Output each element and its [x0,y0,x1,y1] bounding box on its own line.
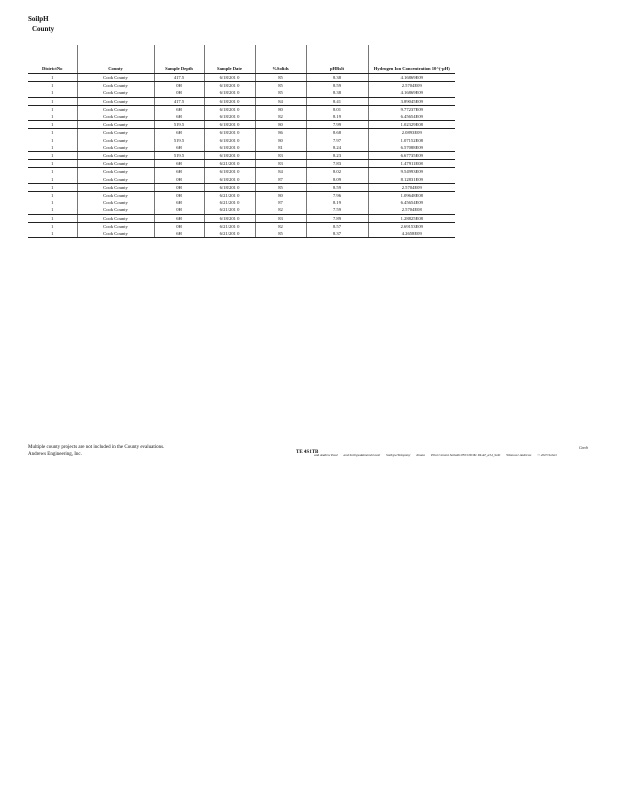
table-cell: 6/18/201 0 [204,137,255,144]
table-row [28,152,455,160]
table-cell: 8.24 [306,144,368,152]
table-cell: 6H [154,160,204,168]
table-cell: 1 [28,183,77,191]
table-cell: 4.16869E09 [368,89,455,97]
table-cell: 1 [28,176,77,184]
table-cell: 0H [154,222,204,230]
footer-notes [28,444,164,458]
report-subtitle: County [32,25,55,33]
table-cell: 6/21/201 0 [204,160,255,168]
table-row [28,176,455,184]
table-cell: 2.69153E09 [368,222,455,230]
table-cell: 83 [255,152,306,160]
table-row [28,129,455,137]
table-row [28,121,455,129]
table-cell: Cook County [77,160,154,168]
table-cell: 8.68 [306,129,368,137]
table-cell: 87 [255,199,306,206]
table-cell: 0H [154,183,204,191]
table-cell: 6/18/201 0 [204,113,255,121]
column-header: County [77,45,154,74]
table-cell: 8.01 [306,105,368,113]
table-cell: 85 [255,82,306,90]
table-cell: 9.54993E09 [368,168,455,176]
table-cell: 85 [255,74,306,82]
table-cell: 6.45654E09 [368,199,455,206]
table-cell: 0H [154,176,204,184]
table-cell: Cook County [77,176,154,184]
footer-meta-item: Winnow1 Andrews [506,453,532,457]
table-cell: 6/21/201 0 [204,230,255,238]
table-cell: 0H [154,89,204,97]
column-header: %Solids [255,45,306,74]
table-cell: 1 [28,199,77,206]
footer-meta-item: © 2023 Solver [537,453,558,457]
footer-company: Andrews Engineering, Inc. [28,452,82,457]
table-cell: 8.59 [306,82,368,90]
table-cell: 6H [154,129,204,137]
table-cell: Cook County [77,183,154,191]
table-cell: 1 [28,121,77,129]
table-cell: 83 [255,160,306,168]
table-cell: 1 [28,230,77,238]
table-cell: 6H [154,144,204,152]
table-cell: 8.23 [306,152,368,160]
table-cell: 6/18/201 0 [204,74,255,82]
table-cell: 80 [255,137,306,144]
table-cell: 6/18/201 0 [204,105,255,113]
table-cell: 6/18/201 0 [204,152,255,160]
table-cell: Cook County [77,105,154,113]
table-row [28,183,455,191]
table-cell: 1 [28,82,77,90]
table-cell: 7.59 [306,206,368,214]
table-cell: 9.77237E09 [368,105,455,113]
table-cell: 1 [28,168,77,176]
table-cell: 4.2658E09 [368,230,455,238]
table-cell: Cook County [77,129,154,137]
table-cell: 6/18/201 0 [204,121,255,129]
table-cell: 1 [28,222,77,230]
table-cell: 82 [255,206,306,214]
table-cell: 1.02329E08 [368,121,455,129]
table-cell: 519.5 [154,152,204,160]
table-cell: 1 [28,144,77,152]
column-header: pHRslt [306,45,368,74]
table-cell: Cook County [77,74,154,82]
report-title-block [28,14,54,34]
table-cell: 8.38 [306,74,368,82]
table-cell: 8.59 [306,183,368,191]
table-row [28,74,455,82]
table-cell: 519.5 [154,121,204,129]
table-cell: 6.67735E09 [368,152,455,160]
table-cell: 1.47911E08 [368,160,455,168]
table-cell: 6/21/201 0 [204,199,255,206]
footer-meta-item: and Soilrgwdatmend Local [343,453,381,457]
table-row [28,222,455,230]
table-cell: 2.5704E09 [368,82,455,90]
table-cell: 6.57088E09 [368,144,455,152]
table-body [28,74,455,238]
table-cell: 6/18/201 0 [204,168,255,176]
footer-note: Multiple county projects are not included in the County evaluations. [28,445,165,450]
table-cell: 84 [255,168,306,176]
table-header-row [28,45,455,74]
table-cell: Cook County [77,121,154,129]
table-cell: 7.96 [306,192,368,200]
footer-tag: Corch [579,446,588,450]
table-cell: 1 [28,74,77,82]
table-cell: 6/18/201 0 [204,214,255,222]
table-cell: 6/18/201 0 [204,82,255,90]
table-cell: 3.89045E09 [368,97,455,105]
table-cell: 80 [255,105,306,113]
table-cell: 83 [255,214,306,222]
table-cell: 1 [28,214,77,222]
table-cell: 1 [28,89,77,97]
column-header: DistrictNo [28,45,77,74]
table-cell: 8.37 [306,230,368,238]
table-row [28,137,455,144]
table-cell: 0H [154,192,204,200]
table-cell: 8.57 [306,222,368,230]
table-cell: 417.5 [154,74,204,82]
column-header: Sample Depth [154,45,204,74]
table-cell: Cook County [77,152,154,160]
table-cell: 81 [255,144,306,152]
table-cell: Cook County [77,97,154,105]
table-cell: Cook County [77,137,154,144]
table-cell: 6H [154,199,204,206]
table-row [28,144,455,152]
table-cell: 1 [28,113,77,121]
table-cell: Cook County [77,144,154,152]
table-cell: 2.5704E08 [368,206,455,214]
column-header: Hydrogen Ion Concentration 10^(-pH) [368,45,455,74]
table-cell: 1 [28,206,77,214]
table-cell: Cook County [77,199,154,206]
table-cell: 85 [255,183,306,191]
table-cell: 6/21/201 0 [204,222,255,230]
table-cell: Cook County [77,192,154,200]
table-cell: Cook County [77,214,154,222]
table-cell: 8.41 [306,97,368,105]
footer-metadata [296,446,588,464]
table-cell: 80 [255,121,306,129]
table-cell: Cook County [77,168,154,176]
table-row [28,206,455,214]
report-title: SoilpH [28,15,49,23]
table-cell: 80 [255,192,306,200]
table-cell: 0H [154,206,204,214]
table-cell: 8.02 [306,168,368,176]
table-row [28,97,455,105]
table-cell: 82 [255,113,306,121]
table-cell: 86 [255,129,306,137]
table-row [28,160,455,168]
table-cell: 6H [154,168,204,176]
table-cell: 6H [154,214,204,222]
table-cell: 6.45654E09 [368,113,455,121]
table-cell: 85 [255,230,306,238]
table-row [28,192,455,200]
table-cell: 6/18/201 0 [204,183,255,191]
table-row [28,89,455,97]
table-cell: 8.09 [306,176,368,184]
table-cell: 1 [28,160,77,168]
table-cell: 2.5704E09 [368,183,455,191]
table-cell: 6/18/201 0 [204,97,255,105]
table-row [28,168,455,176]
table-cell: 6/18/201 0 [204,176,255,184]
table-cell: Cook County [77,82,154,90]
table-cell: 8.19 [306,199,368,206]
table-cell: 7.97 [306,137,368,144]
table-cell: 6/18/201 0 [204,89,255,97]
table-cell: 87 [255,176,306,184]
table-cell: Cook County [77,89,154,97]
table-row [28,230,455,238]
table-cell: 82 [255,222,306,230]
table-cell: 8.19 [306,113,368,121]
table-cell: 1 [28,129,77,137]
footer-meta-item: Imano [416,453,426,457]
table-cell: 1 [28,97,77,105]
footer-meta-item: and Andrew Paul [314,453,338,457]
table-cell: 7.83 [306,160,368,168]
table-row [28,82,455,90]
table-row [28,105,455,113]
footer-meta-item: Soilrgw/Tempomy [386,453,411,457]
table-cell: 6/18/201 0 [204,144,255,152]
table-cell: 1.07152E08 [368,137,455,144]
table-cell: 4.16869E09 [368,74,455,82]
table-cell: 8.12831E09 [368,176,455,184]
table-cell: 6/21/201 0 [204,192,255,200]
table-cell: 1 [28,137,77,144]
table-cell: Cook County [77,230,154,238]
table-cell: Cook County [77,222,154,230]
table-cell: 84 [255,97,306,105]
table-cell: 6/18/201 0 [204,129,255,137]
table-cell: 0H [154,82,204,90]
table-cell: 8.38 [306,89,368,97]
column-header: Sample Date [204,45,255,74]
footer-code: TE 4S1TB [296,450,319,455]
table-cell: 7.99 [306,121,368,129]
table-cell: 7.89 [306,214,368,222]
table-cell: 1.09648E08 [368,192,455,200]
table-cell: Cook County [77,113,154,121]
table-cell: 417.5 [154,97,204,105]
table-row [28,199,455,206]
table-cell: 6/21/201 0 [204,206,255,214]
table-cell: 1 [28,152,77,160]
footer-meta-item: Pilot Cement Soilxdtr/INCOSOK/ DLAT_a34_SoD [431,453,501,457]
table-row [28,214,455,222]
table-cell: 6H [154,113,204,121]
table-cell: 2.0893E09 [368,129,455,137]
table-cell: 1 [28,105,77,113]
table-cell: 519.5 [154,137,204,144]
table-cell: 6H [154,230,204,238]
table-row [28,113,455,121]
footer-meta-line [314,453,563,457]
table-cell: 1 [28,192,77,200]
table-cell: 1.28825E08 [368,214,455,222]
table-cell: Cook County [77,206,154,214]
soil-ph-table [28,45,455,238]
table-cell: 6H [154,105,204,113]
table-cell: 85 [255,89,306,97]
